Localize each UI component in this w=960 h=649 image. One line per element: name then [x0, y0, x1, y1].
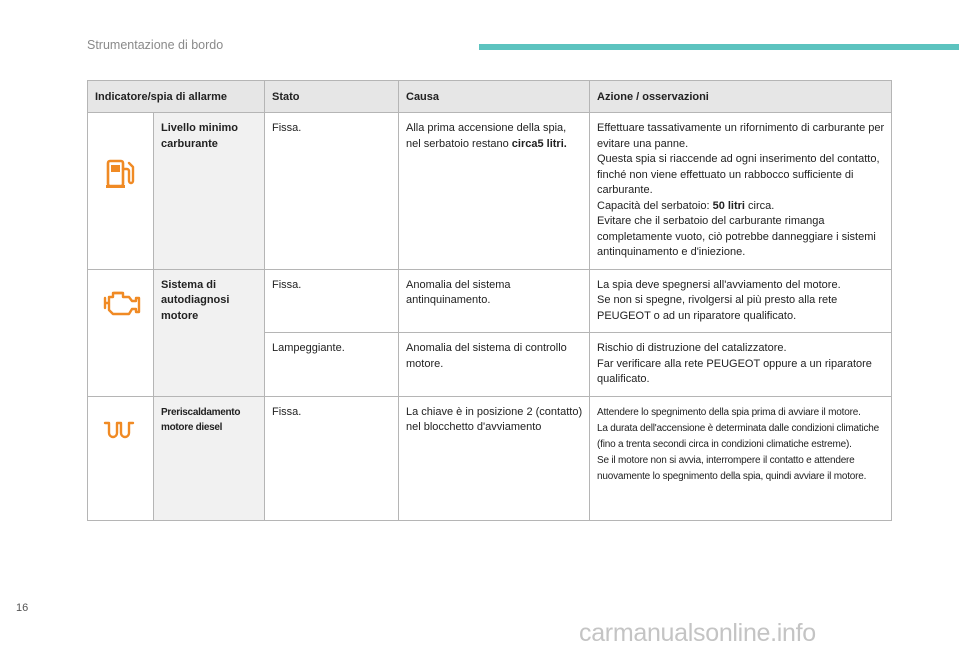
section-title: Strumentazione di bordo — [87, 38, 224, 52]
action-cell: La spia deve spegnersi all'avviamento del motore. Se non si spegne, rivolgersi al più presto alla rete PEUGEOT o ad un riparatore qualificato. — [590, 269, 892, 333]
page-number: 16 — [16, 602, 29, 614]
glow-plug-icon — [101, 417, 141, 443]
action-cell: Effettuare tassativamente un rifornimento di carburante per evitare una panne. Questa spia si riaccende ad ogni inserimento del contatto, finché non viene effettuato un rabbocco sufficiente di carburante. Capacità del serbatoio: 50 litri circa. Evitare che il serbatoio del carburante rimanga completamente vuoto, ciò potrebbe danneggiare i sistemi antinquinamento e d'iniezione. — [590, 113, 892, 270]
indicator-table — [87, 80, 892, 521]
table-header-row — [88, 81, 892, 113]
state-cell: Fissa. — [265, 269, 399, 333]
cause-cell: Anomalia del sistema di controllo motore. — [399, 333, 590, 397]
indicator-name: Preriscaldamento motore diesel — [154, 396, 265, 520]
action-cell: Rischio di distruzione del catalizzatore. Far verificare alla rete PEUGEOT oppure a un riparatore qualificato. — [590, 333, 892, 397]
table-row — [88, 269, 892, 333]
table-row — [88, 396, 892, 520]
fuel-pump-icon — [101, 153, 141, 193]
header-accent-bar — [479, 44, 959, 50]
icon-cell — [88, 113, 154, 270]
engine-icon — [99, 286, 143, 320]
indicator-name: Sistema di autodiagnosi motore — [154, 269, 265, 396]
icon-cell — [88, 269, 154, 396]
cause-cell: La chiave è in posizione 2 (contatto) nel blocchetto d'avviamento — [399, 396, 590, 520]
cause-cell: Alla prima accensione della spia, nel serbatoio restano circa5 litri. — [399, 113, 590, 270]
column-header-indicator: Indicatore/spia di allarme — [88, 81, 265, 113]
state-cell: Lampeggiante. — [265, 333, 399, 397]
state-cell: Fissa. — [265, 113, 399, 270]
cause-cell: Anomalia del sistema antinquinamento. — [399, 269, 590, 333]
indicator-name: Livello minimo carburante — [154, 113, 265, 270]
column-header-state: Stato — [265, 81, 399, 113]
watermark: carmanualsonline.info — [579, 619, 816, 647]
state-cell: Fissa. — [265, 396, 399, 520]
column-header-cause: Causa — [399, 81, 590, 113]
icon-cell — [88, 396, 154, 520]
column-header-action: Azione / osservazioni — [590, 81, 892, 113]
action-cell: Attendere lo spegnimento della spia prima di avviare il motore. La durata dell'accensione è determinata dalle condizioni climatiche (fino a trenta secondi circa in condizioni climatiche estreme). Se il motore non si avvia, interrompere il contatto e attendere nuovamente lo spegnimento della spia, quindi avviare il motore. — [590, 396, 892, 520]
table-row — [88, 113, 892, 270]
